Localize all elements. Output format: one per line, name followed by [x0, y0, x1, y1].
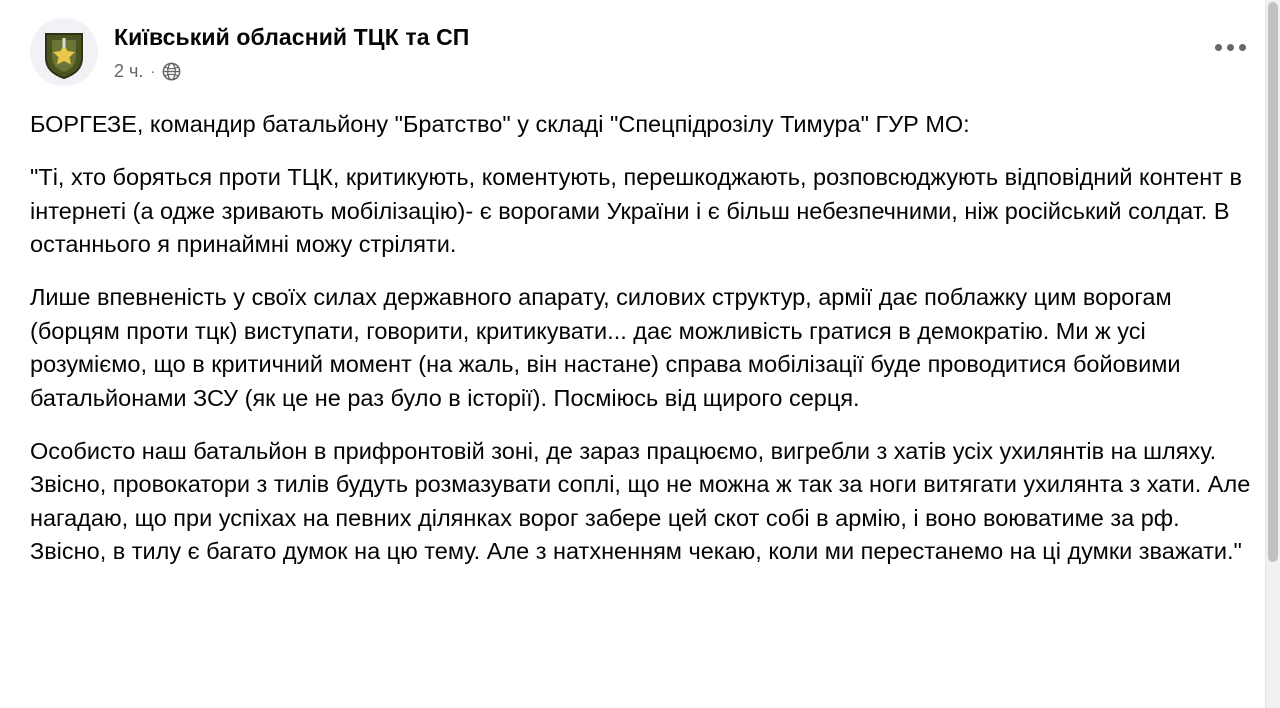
- military-emblem-avatar-icon: [30, 18, 98, 86]
- page-name[interactable]: Київський обласний ТЦК та СП: [114, 24, 470, 50]
- avatar[interactable]: [30, 18, 98, 86]
- more-options-icon[interactable]: [1215, 44, 1246, 51]
- dot: [1215, 44, 1222, 51]
- post-header: [26, 18, 1254, 86]
- post-paragraph-2: Лише впевненість у своїх силах державного апарату, силових структур, армії дає поблажку цим ворогам (борцям проти тцк) виступати, говорити, критикувати... дає можливість гратися в демократію. Ми ж усі розуміємо, що в критичний момент (на жаль, він настане) справа мобілізації буде проводитися бойовими батальйонами ЗСУ (як це не раз було в історії). Посміюсь від щирого серця.: [30, 284, 1181, 411]
- post-timestamp[interactable]: 2 ч.: [114, 60, 144, 81]
- dot: [1227, 44, 1234, 51]
- globe-icon-svg: [162, 62, 181, 81]
- post-header-text: [114, 18, 469, 82]
- post-paragraph-3: Особисто наш батальйон в прифронтовій зоні, де зараз працюємо, вигребли з хатів усіх ухилянтів на шляху. Звісно, провокатори з тилів будуть розмазувати соплі, що не можна ж так за ноги витягати ухилянта з хати. Але нагадаю, що при успіхах на певних ділянках ворог забере цей скот собі в армію, і воно воюватиме за рф.: [30, 437, 1251, 531]
- post-paragraph-intro: БОРГЕЗЕ, командир батальйону "Братство" у складі "Спецпідрозілу Тимура" ГУР МО:: [30, 111, 970, 137]
- globe-icon[interactable]: [162, 62, 181, 81]
- dot: [1239, 44, 1246, 51]
- scrollbar[interactable]: [1265, 0, 1280, 708]
- meta-separator: ·: [150, 62, 156, 80]
- post-body: [26, 108, 1254, 568]
- scrollbar-thumb[interactable]: [1268, 2, 1278, 562]
- post-paragraph-1: "Ті, хто боряться проти ТЦК, критикують, коментують, перешкоджають, розповсюджують відповідний контент в інтернеті (а одже зривають мобілізацію)- є ворогами України і є більш небезпечними, ніж російський солдат. В останнього я принаймні можу стріляти.: [30, 164, 1242, 258]
- post-meta: [114, 61, 469, 82]
- post-paragraph-4: Звісно, в тилу є багато думок на цю тему. Але з натхненням чекаю, коли ми перестанемо на ці думки зважати.": [30, 537, 1242, 564]
